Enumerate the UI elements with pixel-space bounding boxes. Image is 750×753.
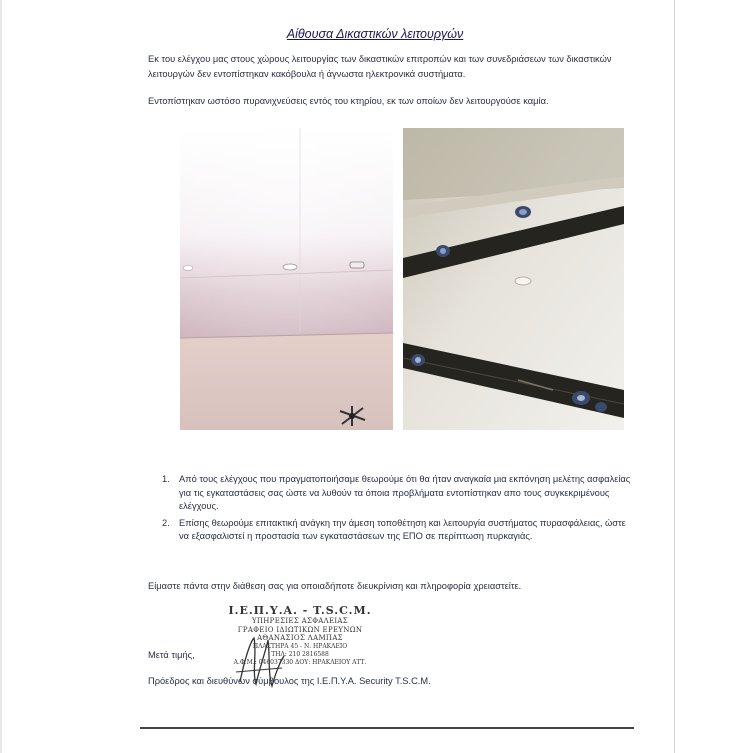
list-item-text: Επίσης θεωρούμε επιτακτική ανάγκη την άμεση τοποθέτηση και λειτουργία συστήματος πυρασφάλειας, ώστε να εξασφαλιστεί η προστασία των εγκαταστάσεων της ΕΠΟ σε περίπτωση πυρκαγιάς. <box>179 517 626 541</box>
list-item-text: Από τους ελέγχους που πραγματοποιήσαμε θεωρούμε ότι θα ήταν αναγκαία μια εκπόνηση μελέτης ασφαλείας για τις εγκαταστάσεις σας ώστε να λυθούν τα όποια προβλήματα εντοπίστηκαν απο τους συγκεκριμένους ελέγχους. <box>179 474 631 511</box>
intro-paragraph: Εκ του ελέγχου μας στους χώρους λειτουργίας των δικαστικών επιτροπών και των συνεδριάσεων των δικαστικών λειτουργών δεν εντοπίστηκαν κακόβουλα ή άγνωστα ηλεκτρονικά συστήματα. <box>148 54 612 79</box>
stamp-phone: ΤΗΛ: 210 2816588 <box>271 650 329 658</box>
footer-rule <box>140 727 634 729</box>
stamp-company-name: Ι.Ε.Π.Υ.Α. - T.S.C.M. <box>228 604 372 617</box>
stamp-services: ΥΠΗΡΕΣΙΕΣ ΑΣΦΑΛΕΙΑΣ <box>251 617 349 625</box>
signature-title: Πρόεδρος και διευθύνων σύμβουλος της Ι.Ε.Π.Υ.Α. Security T.S.C.M. <box>148 676 431 686</box>
ceiling-photo-left <box>180 128 393 430</box>
stamp-address: ΠΛΑΣΤΗΡΑ 45 - Ν. ΗΡΑΚΛΕΙΟ <box>252 642 348 650</box>
list-item-number: 2. <box>162 517 170 528</box>
list-item-number: 1. <box>162 474 170 484</box>
recommendations-list <box>162 473 632 547</box>
finding-paragraph: Εντοπίστηκαν ωστόσο πυρανιχνεύσεις εντός του κτηρίου, εκ των οποίων δεν λειτουργούσε καμία. <box>148 96 549 106</box>
page-left-edge <box>0 0 2 753</box>
list-item <box>162 517 632 544</box>
closing-paragraph: Είμαστε πάντα στην διάθεση σας για οποιαδήποτε διευκρίνιση και πληροφορία χρειαστείτε. <box>148 581 522 591</box>
document-title: Αίθουσα Δικαστικών λειτουργών <box>286 27 464 41</box>
stamp-office: ΓΡΑΦΕΙΟ ΙΔΙΩΤΙΚΩΝ ΕΡΕΥΝΩΝ <box>237 625 363 634</box>
ceiling-photo-right <box>403 128 624 430</box>
list-item <box>162 473 632 514</box>
regards-text: Μετά τιμής, <box>148 650 195 660</box>
page-right-edge <box>674 0 675 753</box>
stamp-person: ΑΘΑΝΑΣΙΟΣ ΛΑΜΠΑΣ <box>257 634 343 642</box>
stamp-tax-id: Α.Φ.Μ.: 046037330 ΔΟΥ: ΗΡΑΚΛΕΙΟΥ ΑΤΤ. <box>233 658 367 666</box>
